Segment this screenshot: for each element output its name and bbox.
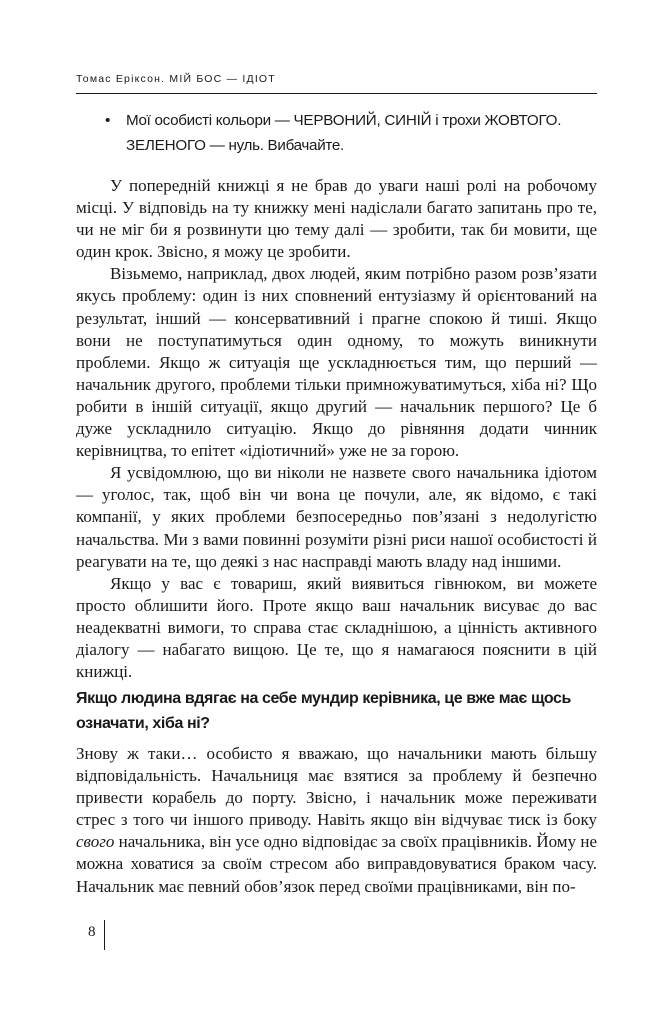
color-yellow-label: ЖОВТОГО	[484, 112, 558, 129]
paragraph-5-part-1: Знову ж таки… особисто я вважаю, що начальники мають більшу відповідальність. Начальниця має взятися за проблему й безпечно привести корабель до порту. Звісно, і начальник може переживати стрес з того чи іншого приводу. Навіть якщо він відчуває тиск із боку	[76, 744, 597, 830]
paragraph-2: Візьмемо, наприклад, двох людей, яким потрібно разом розв’язати якусь проблему: один із них сповнений ентузіазму й орієнтований на результат, інший — консервативний і прагне спокою й тиші. Якщо вони не поступатимуться один одному, то можуть виникнути проблеми. Якщо ж ситуація ще ускладнюється тим, що перший — начальник другого, проблеми тільки примножуватимуться, хіба ні? Що робити в іншій ситуації, якщо другий — начальник першого? Це б дуже ускладнило ситуацію. Якщо до рівняння додати чинник керівництва, то епітет «ідіотичний» уже не за горою.	[76, 264, 597, 461]
page-number: 8	[88, 924, 96, 940]
color-blue-label: СИНІЙ	[384, 112, 432, 129]
paragraph-5-part-2: начальника, він усе одно відповідає за своїх працівників. Йому не можна ховатися за своїм стресом або виправдовуватися браком часу. Начальник має певний обов’язок перед своїми працівниками, він по-	[76, 832, 597, 896]
body-text-continued	[76, 743, 597, 898]
bullet-text-after: — нуль. Вибачайте.	[205, 137, 344, 154]
running-head	[76, 72, 596, 86]
paragraph-4: Якщо у вас є товариш, який виявиться гівнюком, ви можете просто облишити його. Проте якщо ваш начальник висуває до вас неадекватні вимоги, то справа стає складнішою, а цінність активного діалогу — набагато вищою. Це те, що я намагаюся пояснити в цій книжці.	[76, 573, 597, 682]
running-head-title: МІЙ БОС — ІДІОТ	[169, 73, 276, 85]
bullet-middle: і трохи	[431, 112, 485, 129]
color-green-label: ЗЕЛЕНОГО	[126, 137, 206, 154]
bullet-dot: •	[105, 112, 111, 129]
paragraph-3: Я усвідомлюю, що ви ніколи не назвете свого начальника ідіотом — уголос, так, щоб він чи вона це почули, але, як відомо, є такі компанії, у яких проблеми безпосередньо пов’язані з недолугістю начальства. Ми з вами повинні розуміти різні риси нашої особистості й реагувати на те, що деякі з нас насправді мають владу над іншими.	[76, 463, 597, 571]
running-head-author: Томас Еріксон.	[76, 73, 166, 85]
page-number-rule	[104, 920, 105, 950]
paragraph-5-emphasis: свого	[76, 832, 115, 852]
bullet-comma: ,	[376, 112, 385, 129]
paragraph-1: У попередній книжці я не брав до уваги наші ролі на робочому місці. У відповідь на ту книжку мені надіслали багато запитань про те, чи не міг би я розвинути цю тему далі — зробити, так би мовити, ще один крок. Звісно, я можу це зробити.	[76, 176, 597, 262]
paragraph-5	[76, 743, 597, 898]
bullet-item	[105, 108, 594, 158]
header-rule	[76, 93, 597, 94]
bullet-text-before: Мої особисті кольори —	[126, 112, 294, 129]
bullet-dot-sep: .	[557, 112, 562, 129]
color-red-label: ЧЕРВОНИЙ	[293, 112, 377, 129]
section-heading: Якщо людина вдягає на себе мундир керівника, це вже має щось означати, хіба ні?	[76, 690, 571, 732]
body-text	[76, 175, 597, 683]
